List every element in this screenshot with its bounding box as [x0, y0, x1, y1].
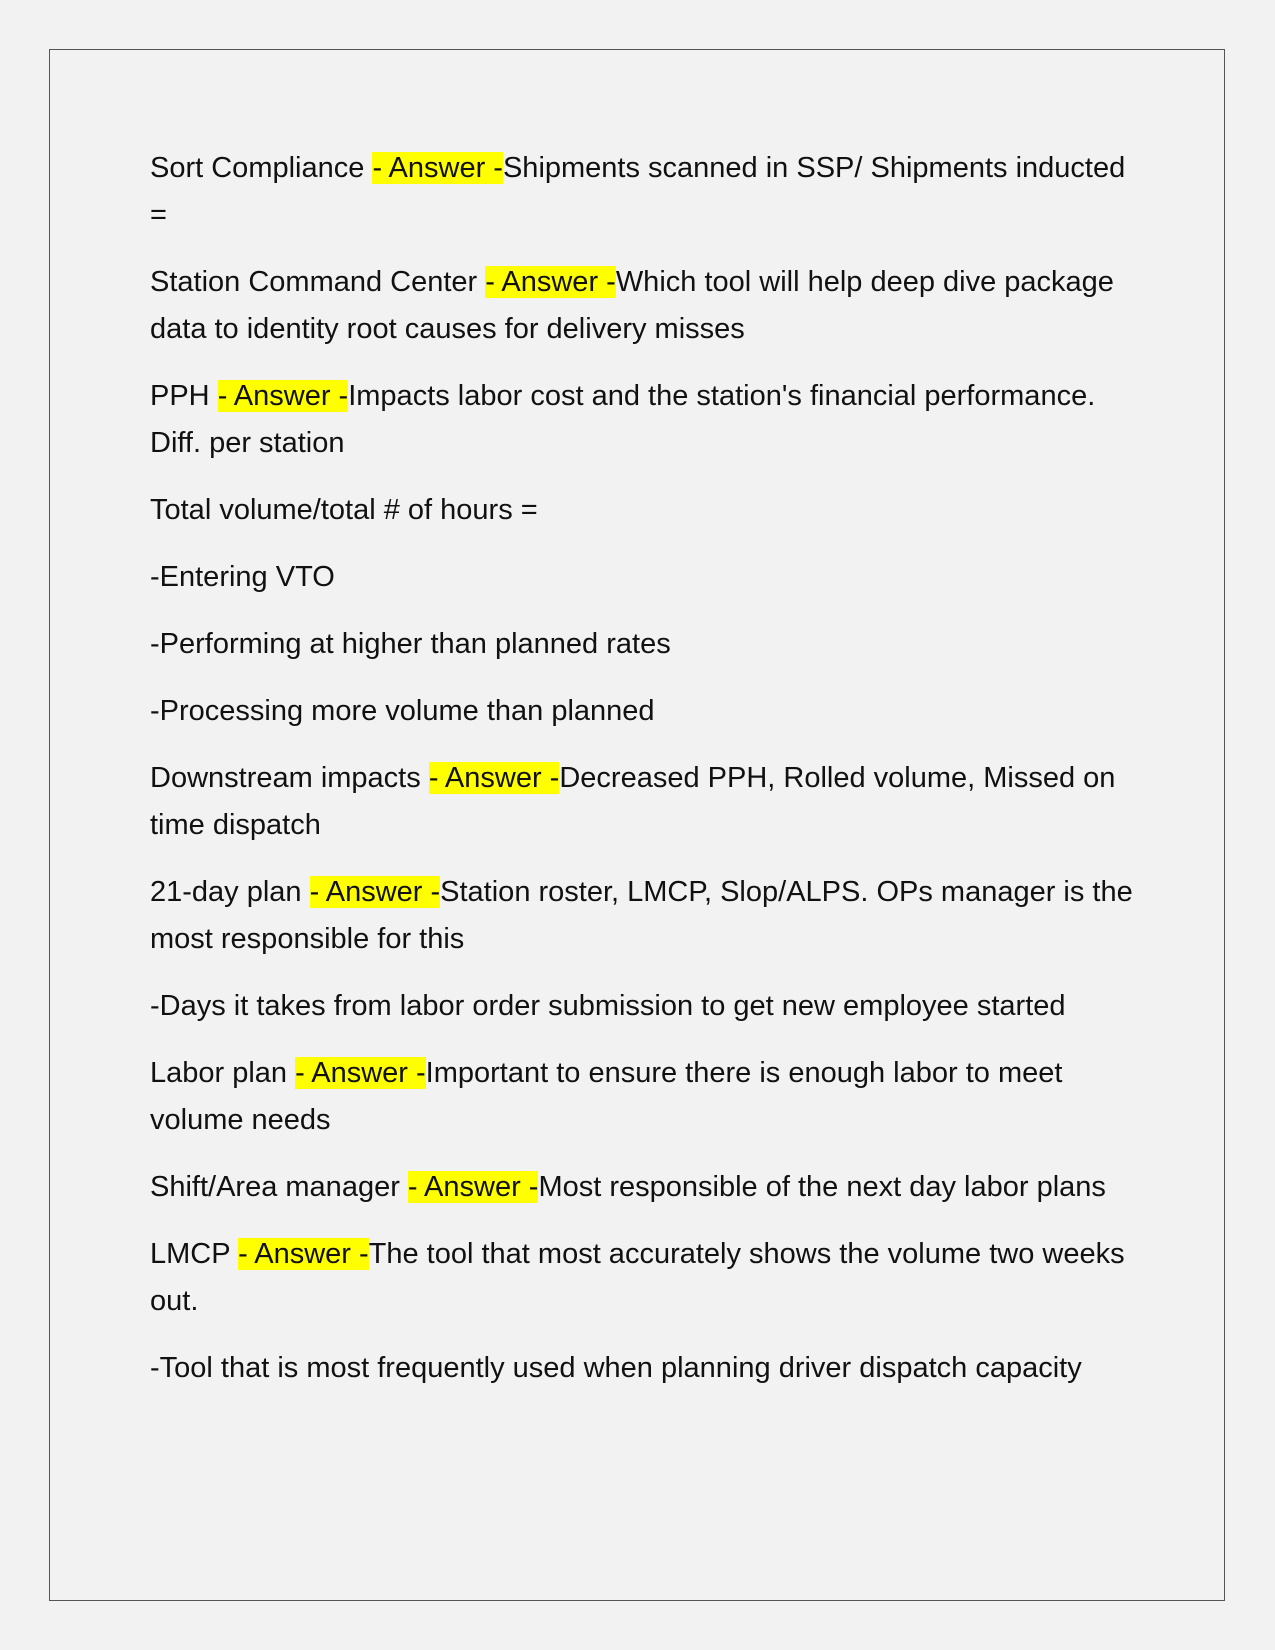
- entry-text: Which tool will help deep dive package data to identity root causes for delivery misses: [150, 266, 1114, 345]
- entry-text: Impacts labor cost and the station's financial performance. Diff. per station: [150, 380, 1096, 459]
- entry-term: 21-day plan: [150, 876, 310, 908]
- entry-downstream-impacts: [150, 755, 1140, 849]
- entry-entering-vto: [150, 554, 1140, 601]
- entry-term: Labor plan: [150, 1057, 296, 1089]
- entry-term: Shift/Area manager: [150, 1171, 408, 1203]
- entry-days-labor-order: [150, 983, 1140, 1030]
- answer-highlight: - Answer -: [309, 876, 441, 908]
- entry-term: PPH: [150, 380, 218, 412]
- answer-highlight: - Answer -: [295, 1057, 426, 1089]
- answer-highlight: - Answer -: [217, 380, 349, 412]
- entry-lmcp: [150, 1231, 1140, 1325]
- entry-text: Decreased PPH, Rolled volume, Missed on time dispatch: [150, 762, 1116, 841]
- entry-driver-dispatch-tool: [150, 1345, 1140, 1392]
- answer-highlight: - Answer -: [428, 762, 560, 794]
- answer-highlight: - Answer -: [407, 1171, 539, 1203]
- entry-term: LMCP: [150, 1238, 239, 1270]
- entry-sort-compliance: [150, 145, 1140, 239]
- answer-highlight: - Answer -: [238, 1238, 369, 1270]
- entry-text: -Days it takes from labor order submission to get new employee started: [150, 990, 1066, 1022]
- entry-text: Most responsible of the next day labor plans: [538, 1171, 1106, 1203]
- answer-highlight: - Answer -: [372, 152, 503, 184]
- entry-pph: [150, 373, 1140, 467]
- entry-station-command-center: [150, 259, 1140, 353]
- entry-text: Total volume/total # of hours =: [150, 494, 538, 526]
- document-body: [150, 145, 1140, 1412]
- entry-labor-plan: [150, 1050, 1140, 1144]
- entry-text: -Performing at higher than planned rates: [150, 628, 671, 660]
- entry-21-day-plan: [150, 869, 1140, 963]
- entry-text: -Processing more volume than planned: [150, 695, 655, 727]
- entry-term: Station Command Center: [150, 266, 486, 298]
- entry-term: Sort Compliance: [150, 152, 373, 184]
- answer-highlight: - Answer -: [485, 266, 616, 298]
- entry-higher-rates: [150, 621, 1140, 668]
- entry-text: -Entering VTO: [150, 561, 335, 593]
- entry-total-volume: [150, 487, 1140, 534]
- entry-term: Downstream impacts: [150, 762, 429, 794]
- entry-text: Shipments scanned in SSP/ Shipments inducted =: [150, 152, 1126, 231]
- entry-shift-area-manager: [150, 1164, 1140, 1211]
- entry-text: The tool that most accurately shows the volume two weeks out.: [150, 1238, 1125, 1317]
- entry-text: Important to ensure there is enough labor to meet volume needs: [150, 1057, 1063, 1136]
- entry-text: Station roster, LMCP, Slop/ALPS. OPs manager is the most responsible for this: [150, 876, 1133, 955]
- entry-more-volume: [150, 688, 1140, 735]
- entry-text: -Tool that is most frequently used when planning driver dispatch capacity: [150, 1352, 1082, 1384]
